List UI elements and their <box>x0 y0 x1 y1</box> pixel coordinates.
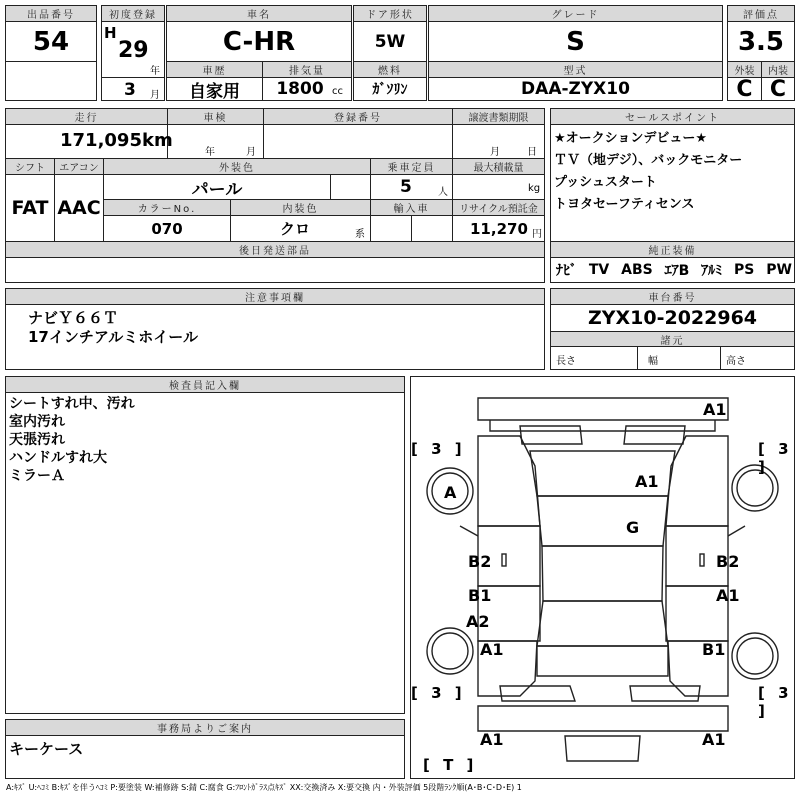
divider <box>5 735 405 736</box>
car-diagram <box>410 376 795 779</box>
damage-mark: B1 <box>468 586 492 605</box>
dims-length: 長さ <box>556 356 576 367</box>
damage-mark: A1 <box>480 640 504 659</box>
capacity-value: 5 <box>400 177 412 197</box>
model-value: DAA-ZYX10 <box>521 79 630 99</box>
dims-width: 幅 <box>648 356 658 367</box>
damage-mark: A <box>444 483 457 502</box>
damage-mark: A1 <box>635 472 659 491</box>
divider <box>720 346 721 370</box>
reg-month: 3 <box>124 80 136 100</box>
car-name-label: 車名 <box>167 6 351 21</box>
notes-label: 注意事項欄 <box>6 289 544 304</box>
notes-line: 17インチアルミホイール <box>28 328 198 346</box>
damage-legend: A:ｷｽﾞ U:ﾍｺﾐ B:ｷｽﾞを伴うﾍｺﾐ P:要塗装 W:補修跡 S:錆 C:腐食 G:ﾌﾛﾝﾄｶﾞﾗｽ点ｷｽﾞ XX:交換済み X:要交換 内・外装評価 5段階ﾗﾝｸ順(A･B･C･D･E) 1 <box>6 783 522 792</box>
equipment-item: ABS <box>621 262 653 278</box>
divider <box>5 124 545 125</box>
aircon-label: エアコン <box>55 159 103 174</box>
transfer-label: 譲渡書類期限 <box>453 109 544 124</box>
reg-month-unit: 月 <box>150 90 160 101</box>
notes-line: ナビＹ６６Ｔ <box>28 309 119 327</box>
ext-color-value: パール <box>191 179 243 200</box>
score-label: 評価点 <box>728 6 794 21</box>
sales-point-line: プッシュスタート <box>554 175 657 190</box>
history-value: 自家用 <box>189 81 240 102</box>
sales-point-line: トヨタセーフティセンス <box>554 197 695 212</box>
max-load-unit: kg <box>528 183 541 194</box>
grade-label: グレード <box>429 6 722 21</box>
equipment-label: 純正装備 <box>551 242 794 257</box>
mileage-unit: km <box>142 130 173 151</box>
inspector-box <box>5 376 405 714</box>
damage-mark: B1 <box>702 640 726 659</box>
capacity-label: 乗車定員 <box>371 159 452 174</box>
aircon-value: AAC <box>57 197 101 219</box>
bracket-mark: [ 3 ] <box>411 684 466 702</box>
doors-label: ドア形状 <box>354 6 426 21</box>
first-reg-label: 初度登録 <box>102 6 164 21</box>
office-value: キーケース <box>9 740 84 758</box>
grade-value: S <box>566 26 585 57</box>
damage-mark: B2 <box>468 552 492 571</box>
divider <box>550 346 795 347</box>
sales-point-line: ★オークションデビュー★ <box>554 131 708 146</box>
dims-height: 高さ <box>726 356 746 367</box>
shift-label: シフト <box>6 159 54 174</box>
damage-mark: A1 <box>703 400 727 419</box>
import-label: 輸入車 <box>371 200 452 215</box>
bracket-mark: [ 3 ] <box>411 440 466 458</box>
lot-label: 出品番号 <box>6 6 96 21</box>
reg-year: 29 <box>118 38 149 63</box>
divider <box>5 392 405 393</box>
int-score: C <box>769 76 787 102</box>
equipment-item: ﾅﾋﾞ <box>556 263 577 279</box>
divider <box>101 77 165 78</box>
dims-label: 諸元 <box>551 332 794 346</box>
chassis-label: 車台番号 <box>551 289 794 304</box>
transfer-day-unit: 日 <box>527 147 537 158</box>
equipment-list <box>556 259 792 281</box>
inspector-line: 天張汚れ <box>9 432 65 448</box>
capacity-unit: 人 <box>438 187 448 198</box>
divider <box>5 61 97 62</box>
ext-score: C <box>736 76 753 102</box>
damage-mark: A1 <box>702 730 726 749</box>
recycle-unit: 円 <box>532 229 542 240</box>
reg-year-unit: 年 <box>150 66 160 77</box>
mileage-label: 走行 <box>6 109 167 124</box>
inspection-label: 車検 <box>168 109 263 124</box>
displacement-unit: cc <box>332 86 343 97</box>
max-load-label: 最大積載量 <box>453 159 544 174</box>
damage-mark: A1 <box>480 730 504 749</box>
inspection-year-unit: 年 <box>205 147 215 158</box>
lot-number: 54 <box>32 26 70 57</box>
divider <box>5 304 545 305</box>
score-value: 3.5 <box>737 26 785 57</box>
equipment-item: ｴｱB <box>664 263 690 279</box>
bracket-mark: [ 3 ] <box>758 684 793 720</box>
recycle-value: 11,270 <box>470 219 528 238</box>
displacement-value: 1800 <box>276 79 324 99</box>
sales-point-line: ＴＶ（地デジ）、バックモニター <box>554 153 743 168</box>
divider <box>637 346 638 370</box>
int-score-label: 内装 <box>762 62 794 77</box>
inspector-line: ミラーＡ <box>9 468 65 484</box>
office-label: 事務局よりご案内 <box>6 720 404 735</box>
fuel-label: 燃料 <box>354 62 426 77</box>
equipment-item: PS <box>734 262 755 278</box>
transfer-month-unit: 月 <box>490 147 500 158</box>
equipment-item: TV <box>588 262 610 278</box>
divider <box>550 124 795 125</box>
bracket-mark: [ 3 ] <box>758 440 793 476</box>
mileage-value: 171,095 <box>60 130 142 151</box>
reg-era: H <box>104 24 117 42</box>
history-label: 車歴 <box>167 62 262 77</box>
inspector-label: 検査員記入欄 <box>6 377 404 392</box>
damage-mark: B2 <box>716 552 740 571</box>
shift-value: FAT <box>11 197 49 219</box>
sales-points-label: セールスポイント <box>551 109 794 124</box>
chassis-number: ZYX10-2022964 <box>587 307 758 329</box>
fuel-value: ｶﾞｿﾘﾝ <box>372 82 408 98</box>
doors-value: 5W <box>374 31 406 52</box>
ext-score-label: 外装 <box>728 62 761 77</box>
later-parts-label: 後日発送部品 <box>6 242 544 257</box>
int-color-unit: 系 <box>355 229 365 240</box>
ext-color-label: 外装色 <box>104 159 370 174</box>
divider <box>330 174 331 199</box>
color-no-value: 070 <box>151 219 183 238</box>
damage-mark: G <box>626 518 640 537</box>
inspector-line: 室内汚れ <box>9 414 65 430</box>
displacement-label: 排気量 <box>263 62 351 77</box>
reg-number-label: 登録番号 <box>264 109 452 124</box>
equipment-item: PW <box>766 262 792 278</box>
damage-mark: A2 <box>466 612 490 631</box>
divider <box>101 21 165 22</box>
equipment-item: ｱﾙﾐ <box>701 263 723 279</box>
color-no-label: カラーNo. <box>104 200 230 215</box>
inspector-line: シートすれ中、汚れ <box>9 396 135 412</box>
divider <box>5 257 545 258</box>
car-name: C-HR <box>222 26 296 57</box>
inspector-line: ハンドルすれ大 <box>9 450 107 466</box>
model-label: 型式 <box>429 62 722 77</box>
recycle-label: リサイクル預託金 <box>453 200 544 215</box>
int-color-value: クロ <box>279 220 310 238</box>
bracket-mark: [ T ] <box>423 756 478 774</box>
damage-mark: A1 <box>716 586 740 605</box>
inspection-month-unit: 月 <box>246 147 256 158</box>
divider <box>550 257 795 258</box>
int-color-label: 内装色 <box>231 200 370 215</box>
